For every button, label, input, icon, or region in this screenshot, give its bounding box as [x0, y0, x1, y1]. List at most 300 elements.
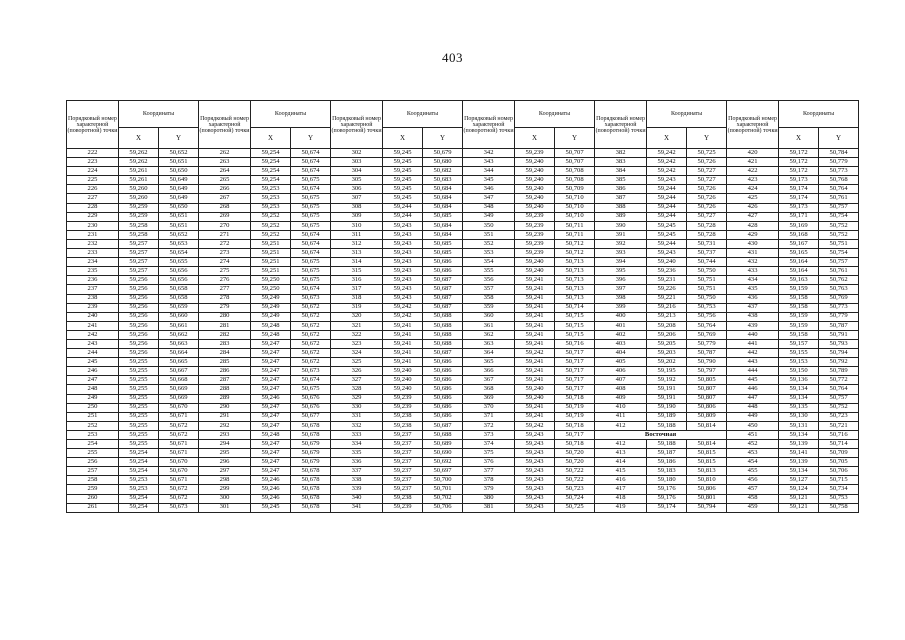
table-row — [67, 267, 859, 276]
y-coordinate-cell: 50,751 — [687, 276, 727, 285]
y-coordinate-cell: 50,809 — [687, 412, 727, 421]
x-coordinate-cell: 59,255 — [119, 394, 159, 403]
x-coordinate-cell: 59,180 — [647, 476, 687, 485]
x-coordinate-cell: 59,139 — [779, 440, 819, 449]
y-coordinate-cell: 50,686 — [423, 358, 463, 367]
x-coordinate-cell: 59,191 — [647, 385, 687, 394]
x-coordinate-cell: 59,242 — [515, 349, 555, 358]
point-number-cell: 376 — [463, 458, 515, 467]
coordinates-table — [66, 100, 859, 513]
y-coordinate-cell: 50,737 — [687, 249, 727, 258]
y-coordinate-cell: 50,687 — [423, 285, 463, 294]
y-coordinate-cell: 50,805 — [687, 376, 727, 385]
y-coordinate-cell: 50,685 — [423, 239, 463, 248]
header-point-number: Порядковый номер характерной (поворотной) точки — [595, 101, 647, 149]
point-number-cell: 273 — [199, 249, 251, 258]
x-coordinate-cell: 59,130 — [779, 412, 819, 421]
header-point-number: Порядковый номер характерной (поворотной) точки — [199, 101, 251, 149]
x-coordinate-cell: 59,237 — [383, 467, 423, 476]
y-coordinate-cell: 50,815 — [687, 449, 727, 458]
y-coordinate-cell: 50,779 — [687, 339, 727, 348]
point-number-cell: 362 — [463, 330, 515, 339]
point-number-cell: 364 — [463, 349, 515, 358]
point-number-cell: 296 — [199, 458, 251, 467]
point-number-cell: 344 — [463, 167, 515, 176]
header-coordinates: Координаты — [647, 101, 727, 128]
x-coordinate-cell: 59,134 — [779, 394, 819, 403]
y-coordinate-cell: 50,752 — [819, 221, 859, 230]
point-number-cell: 351 — [463, 230, 515, 239]
point-number-cell: 367 — [463, 376, 515, 385]
y-coordinate-cell: 50,705 — [819, 458, 859, 467]
y-coordinate-cell: 50,654 — [159, 249, 199, 258]
point-number-cell: 328 — [331, 385, 383, 394]
point-number-cell: 418 — [595, 494, 647, 503]
x-coordinate-cell: 59,164 — [779, 258, 819, 267]
point-number-cell: 282 — [199, 330, 251, 339]
y-coordinate-cell: 50,773 — [819, 167, 859, 176]
x-coordinate-cell: 59,254 — [251, 158, 291, 167]
x-coordinate-cell: 59,237 — [383, 476, 423, 485]
table-row — [67, 339, 859, 348]
x-coordinate-cell: 59,240 — [515, 385, 555, 394]
table-row — [67, 203, 859, 212]
point-number-cell: 456 — [727, 476, 779, 485]
point-number-cell: 261 — [67, 503, 119, 512]
y-coordinate-cell: 50,665 — [159, 358, 199, 367]
point-number-cell: 372 — [463, 421, 515, 430]
point-number-cell: 414 — [595, 458, 647, 467]
x-coordinate-cell: 59,245 — [383, 149, 423, 158]
point-number-cell: 452 — [727, 440, 779, 449]
x-coordinate-cell: 59,176 — [647, 494, 687, 503]
point-number-cell: 337 — [331, 467, 383, 476]
point-number-cell: 374 — [463, 440, 515, 449]
y-coordinate-cell: 50,673 — [291, 294, 331, 303]
x-coordinate-cell: 59,243 — [383, 276, 423, 285]
x-coordinate-cell: 59,243 — [515, 467, 555, 476]
point-number-cell: 357 — [463, 285, 515, 294]
x-coordinate-cell: 59,237 — [383, 449, 423, 458]
x-coordinate-cell: 59,241 — [383, 321, 423, 330]
y-coordinate-cell: 50,697 — [423, 467, 463, 476]
x-coordinate-cell: 59,237 — [383, 430, 423, 439]
x-coordinate-cell: 59,241 — [515, 303, 555, 312]
x-coordinate-cell: 59,261 — [119, 167, 159, 176]
point-number-cell: 262 — [199, 149, 251, 158]
point-number-cell: 386 — [595, 185, 647, 194]
y-coordinate-cell: 50,716 — [819, 430, 859, 439]
x-coordinate-cell: 59,241 — [515, 276, 555, 285]
point-number-cell: 353 — [463, 249, 515, 258]
y-coordinate-cell: 50,674 — [291, 158, 331, 167]
point-number-cell: 232 — [67, 239, 119, 248]
x-coordinate-cell: 59,176 — [647, 485, 687, 494]
y-coordinate-cell: 50,651 — [159, 221, 199, 230]
y-coordinate-cell: 50,659 — [159, 303, 199, 312]
y-coordinate-cell: 50,650 — [159, 167, 199, 176]
y-coordinate-cell: 50,652 — [159, 149, 199, 158]
y-coordinate-cell: 50,726 — [687, 158, 727, 167]
x-coordinate-cell: 59,195 — [647, 367, 687, 376]
point-number-cell: 429 — [727, 230, 779, 239]
y-coordinate-cell: 50,675 — [291, 267, 331, 276]
y-coordinate-cell: 50,758 — [819, 503, 859, 512]
point-number-cell: 434 — [727, 276, 779, 285]
y-coordinate-cell: 50,662 — [159, 330, 199, 339]
x-coordinate-cell: 59,131 — [779, 421, 819, 430]
point-number-cell: 251 — [67, 412, 119, 421]
x-coordinate-cell: 59,239 — [515, 249, 555, 258]
y-coordinate-cell: 50,649 — [159, 185, 199, 194]
table-row — [67, 485, 859, 494]
x-coordinate-cell: 59,188 — [647, 440, 687, 449]
point-number-cell: 311 — [331, 230, 383, 239]
y-coordinate-cell: 50,660 — [159, 312, 199, 321]
x-coordinate-cell: 59,251 — [251, 258, 291, 267]
point-number-cell: 339 — [331, 485, 383, 494]
point-number-cell: 294 — [199, 440, 251, 449]
table-row — [67, 321, 859, 330]
x-coordinate-cell: 59,246 — [251, 485, 291, 494]
y-coordinate-cell: 50,757 — [819, 203, 859, 212]
x-coordinate-cell: 59,203 — [647, 349, 687, 358]
point-number-cell: 445 — [727, 376, 779, 385]
point-number-cell: 431 — [727, 249, 779, 258]
x-coordinate-cell: 59,136 — [779, 376, 819, 385]
y-coordinate-cell: 50,689 — [423, 440, 463, 449]
x-coordinate-cell: 59,241 — [515, 358, 555, 367]
x-coordinate-cell: 59,213 — [647, 312, 687, 321]
y-coordinate-cell: 50,701 — [423, 485, 463, 494]
point-number-cell: 407 — [595, 376, 647, 385]
x-coordinate-cell: 59,242 — [647, 149, 687, 158]
table-row — [67, 249, 859, 258]
y-coordinate-cell: 50,674 — [291, 249, 331, 258]
y-coordinate-cell: 50,810 — [687, 476, 727, 485]
point-number-cell: 438 — [727, 312, 779, 321]
point-number-cell: 425 — [727, 194, 779, 203]
x-coordinate-cell: 59,244 — [647, 212, 687, 221]
point-number-cell: 302 — [331, 149, 383, 158]
x-coordinate-cell: 59,248 — [251, 321, 291, 330]
y-coordinate-cell: 50,790 — [687, 358, 727, 367]
y-coordinate-cell: 50,787 — [687, 349, 727, 358]
point-number-cell: 411 — [595, 412, 647, 421]
point-number-cell: 286 — [199, 367, 251, 376]
x-coordinate-cell: 59,256 — [119, 349, 159, 358]
y-coordinate-cell: 50,715 — [555, 321, 595, 330]
x-coordinate-cell: 59,134 — [779, 467, 819, 476]
y-coordinate-cell: 50,678 — [291, 503, 331, 512]
x-coordinate-cell: 59,157 — [779, 339, 819, 348]
y-coordinate-cell: 50,706 — [819, 467, 859, 476]
y-coordinate-cell: 50,728 — [687, 230, 727, 239]
point-number-cell: 283 — [199, 339, 251, 348]
point-number-cell: 237 — [67, 285, 119, 294]
x-coordinate-cell: 59,240 — [383, 367, 423, 376]
x-coordinate-cell: 59,257 — [119, 249, 159, 258]
y-coordinate-cell: 50,688 — [423, 430, 463, 439]
x-coordinate-cell: 59,243 — [515, 476, 555, 485]
y-coordinate-cell: 50,676 — [291, 394, 331, 403]
point-number-cell: 278 — [199, 294, 251, 303]
x-coordinate-cell: 59,255 — [119, 412, 159, 421]
table-row — [67, 221, 859, 230]
y-coordinate-cell: 50,673 — [159, 503, 199, 512]
x-coordinate-cell: 59,241 — [515, 321, 555, 330]
y-coordinate-cell: 50,789 — [819, 367, 859, 376]
x-coordinate-cell: 59,243 — [515, 458, 555, 467]
x-coordinate-cell: 59,253 — [119, 485, 159, 494]
table-row — [67, 467, 859, 476]
header-y: Y — [291, 128, 331, 149]
x-coordinate-cell: 59,253 — [119, 476, 159, 485]
point-number-cell: 458 — [727, 494, 779, 503]
x-coordinate-cell: 59,172 — [779, 149, 819, 158]
table-row — [67, 412, 859, 421]
x-coordinate-cell: 59,241 — [515, 339, 555, 348]
header-y: Y — [555, 128, 595, 149]
y-coordinate-cell: 50,676 — [291, 403, 331, 412]
y-coordinate-cell: 50,675 — [291, 212, 331, 221]
y-coordinate-cell: 50,688 — [423, 339, 463, 348]
y-coordinate-cell: 50,672 — [159, 494, 199, 503]
y-coordinate-cell: 50,675 — [291, 194, 331, 203]
point-number-cell: 406 — [595, 367, 647, 376]
y-coordinate-cell: 50,750 — [687, 294, 727, 303]
x-coordinate-cell: 59,249 — [251, 294, 291, 303]
point-number-cell: 315 — [331, 267, 383, 276]
x-coordinate-cell: 59,255 — [119, 430, 159, 439]
table-row — [67, 303, 859, 312]
y-coordinate-cell: 50,658 — [159, 294, 199, 303]
x-coordinate-cell: 59,190 — [647, 403, 687, 412]
x-coordinate-cell: 59,243 — [383, 285, 423, 294]
point-number-cell: 266 — [199, 185, 251, 194]
x-coordinate-cell: 59,134 — [779, 385, 819, 394]
table-header — [67, 101, 859, 149]
point-number-cell: 303 — [331, 158, 383, 167]
y-coordinate-cell: 50,723 — [555, 485, 595, 494]
x-coordinate-cell: 59,247 — [251, 349, 291, 358]
point-number-cell: 360 — [463, 312, 515, 321]
y-coordinate-cell: 50,717 — [555, 376, 595, 385]
y-coordinate-cell: 50,815 — [687, 458, 727, 467]
header-coordinates: Координаты — [383, 101, 463, 128]
table-row — [67, 449, 859, 458]
point-number-cell: 368 — [463, 385, 515, 394]
x-coordinate-cell: 59,251 — [251, 267, 291, 276]
x-coordinate-cell: 59,242 — [515, 421, 555, 430]
point-number-cell: 300 — [199, 494, 251, 503]
y-coordinate-cell: 50,727 — [687, 212, 727, 221]
y-coordinate-cell: 50,675 — [291, 221, 331, 230]
header-x: X — [515, 128, 555, 149]
y-coordinate-cell: 50,750 — [687, 267, 727, 276]
point-number-cell: 285 — [199, 358, 251, 367]
y-coordinate-cell: 50,715 — [819, 476, 859, 485]
y-coordinate-cell: 50,674 — [291, 376, 331, 385]
y-coordinate-cell: 50,719 — [555, 403, 595, 412]
point-number-cell: 401 — [595, 321, 647, 330]
point-number-cell: 341 — [331, 503, 383, 512]
y-coordinate-cell: 50,674 — [291, 149, 331, 158]
x-coordinate-cell: 59,258 — [119, 230, 159, 239]
x-coordinate-cell: 59,167 — [779, 239, 819, 248]
x-coordinate-cell: 59,255 — [119, 367, 159, 376]
y-coordinate-cell: 50,674 — [291, 239, 331, 248]
point-number-cell: 275 — [199, 267, 251, 276]
point-number-cell: 366 — [463, 367, 515, 376]
y-coordinate-cell: 50,675 — [291, 385, 331, 394]
point-number-cell: 373 — [463, 430, 515, 439]
point-number-cell: 279 — [199, 303, 251, 312]
x-coordinate-cell: 59,159 — [779, 321, 819, 330]
table-row — [67, 230, 859, 239]
y-coordinate-cell: 50,664 — [159, 349, 199, 358]
x-coordinate-cell: 59,239 — [515, 239, 555, 248]
point-number-cell: 243 — [67, 339, 119, 348]
point-number-cell: 291 — [199, 412, 251, 421]
x-coordinate-cell: 59,239 — [383, 403, 423, 412]
x-coordinate-cell: 59,247 — [251, 385, 291, 394]
point-number-cell: 314 — [331, 258, 383, 267]
point-number-cell: 435 — [727, 285, 779, 294]
point-number-cell: 440 — [727, 330, 779, 339]
y-coordinate-cell: 50,683 — [423, 176, 463, 185]
y-coordinate-cell: 50,725 — [555, 503, 595, 512]
point-number-cell: 363 — [463, 339, 515, 348]
point-number-cell: 228 — [67, 203, 119, 212]
point-number-cell: 399 — [595, 303, 647, 312]
y-coordinate-cell: 50,686 — [423, 258, 463, 267]
point-number-cell: 424 — [727, 185, 779, 194]
point-number-cell: 382 — [595, 149, 647, 158]
x-coordinate-cell: 59,255 — [119, 440, 159, 449]
x-coordinate-cell: 59,257 — [119, 239, 159, 248]
x-coordinate-cell: 59,247 — [251, 449, 291, 458]
point-number-cell: 242 — [67, 330, 119, 339]
x-coordinate-cell: 59,259 — [119, 212, 159, 221]
x-coordinate-cell: 59,244 — [647, 239, 687, 248]
x-coordinate-cell: 59,254 — [251, 149, 291, 158]
y-coordinate-cell: 50,686 — [423, 267, 463, 276]
y-coordinate-cell: 50,687 — [423, 294, 463, 303]
x-coordinate-cell: 59,253 — [251, 203, 291, 212]
point-number-cell: 241 — [67, 321, 119, 330]
y-coordinate-cell: 50,719 — [555, 412, 595, 421]
y-coordinate-cell: 50,671 — [159, 412, 199, 421]
y-coordinate-cell: 50,711 — [555, 221, 595, 230]
point-number-cell: 236 — [67, 276, 119, 285]
x-coordinate-cell: 59,243 — [383, 267, 423, 276]
y-coordinate-cell: 50,669 — [159, 394, 199, 403]
point-number-cell: 288 — [199, 385, 251, 394]
header-point-number: Порядковый номер характерной (поворотной) точки — [331, 101, 383, 149]
point-number-cell: 398 — [595, 294, 647, 303]
y-coordinate-cell: 50,688 — [423, 321, 463, 330]
x-coordinate-cell: 59,257 — [119, 267, 159, 276]
y-coordinate-cell: 50,667 — [159, 367, 199, 376]
point-number-cell: 354 — [463, 258, 515, 267]
point-number-cell: 387 — [595, 194, 647, 203]
x-coordinate-cell: 59,239 — [515, 149, 555, 158]
point-number-cell: 226 — [67, 185, 119, 194]
x-coordinate-cell: 59,254 — [119, 467, 159, 476]
y-coordinate-cell: 50,663 — [159, 339, 199, 348]
y-coordinate-cell: 50,649 — [159, 176, 199, 185]
point-number-cell: 271 — [199, 230, 251, 239]
x-coordinate-cell: 59,255 — [119, 421, 159, 430]
point-number-cell: 349 — [463, 212, 515, 221]
y-coordinate-cell: 50,656 — [159, 276, 199, 285]
point-number-cell: 447 — [727, 394, 779, 403]
y-coordinate-cell: 50,712 — [555, 249, 595, 258]
x-coordinate-cell: 59,244 — [383, 203, 423, 212]
y-coordinate-cell: 50,686 — [423, 376, 463, 385]
table-row — [67, 285, 859, 294]
point-number-cell: 412 — [595, 421, 647, 430]
y-coordinate-cell: 50,801 — [687, 494, 727, 503]
point-number-cell: 380 — [463, 494, 515, 503]
point-number-cell: 356 — [463, 276, 515, 285]
x-coordinate-cell: 59,240 — [515, 158, 555, 167]
x-coordinate-cell: 59,244 — [647, 203, 687, 212]
point-number-cell: 343 — [463, 158, 515, 167]
y-coordinate-cell: 50,713 — [555, 285, 595, 294]
x-coordinate-cell: 59,191 — [647, 394, 687, 403]
x-coordinate-cell: 59,240 — [515, 394, 555, 403]
x-coordinate-cell: 59,256 — [119, 339, 159, 348]
point-number-cell: 455 — [727, 467, 779, 476]
y-coordinate-cell: 50,731 — [687, 239, 727, 248]
x-coordinate-cell: 59,240 — [515, 185, 555, 194]
point-number-cell: 316 — [331, 276, 383, 285]
x-coordinate-cell: 59,256 — [119, 330, 159, 339]
y-coordinate-cell: 50,806 — [687, 403, 727, 412]
y-coordinate-cell: 50,672 — [291, 339, 331, 348]
y-coordinate-cell: 50,721 — [819, 421, 859, 430]
point-number-cell: 378 — [463, 476, 515, 485]
x-coordinate-cell: 59,242 — [383, 303, 423, 312]
y-coordinate-cell: 50,717 — [555, 358, 595, 367]
point-number-cell: 393 — [595, 249, 647, 258]
point-number-cell: 432 — [727, 258, 779, 267]
y-coordinate-cell: 50,669 — [159, 385, 199, 394]
point-number-cell: 281 — [199, 321, 251, 330]
point-number-cell: 381 — [463, 503, 515, 512]
y-coordinate-cell: 50,717 — [555, 367, 595, 376]
point-number-cell: 404 — [595, 349, 647, 358]
point-number-cell: 224 — [67, 167, 119, 176]
x-coordinate-cell: 59,253 — [251, 194, 291, 203]
y-coordinate-cell: 50,679 — [291, 440, 331, 449]
x-coordinate-cell: 59,241 — [383, 330, 423, 339]
x-coordinate-cell: 59,127 — [779, 476, 819, 485]
point-number-cell: 370 — [463, 403, 515, 412]
point-number-cell: 326 — [331, 367, 383, 376]
x-coordinate-cell: 59,206 — [647, 330, 687, 339]
x-coordinate-cell: 59,243 — [383, 258, 423, 267]
point-number-cell: 449 — [727, 412, 779, 421]
x-coordinate-cell: 59,246 — [251, 494, 291, 503]
x-coordinate-cell: 59,192 — [647, 376, 687, 385]
y-coordinate-cell: 50,727 — [687, 176, 727, 185]
x-coordinate-cell: 59,139 — [779, 458, 819, 467]
x-coordinate-cell: 59,141 — [779, 449, 819, 458]
table-row — [67, 185, 859, 194]
